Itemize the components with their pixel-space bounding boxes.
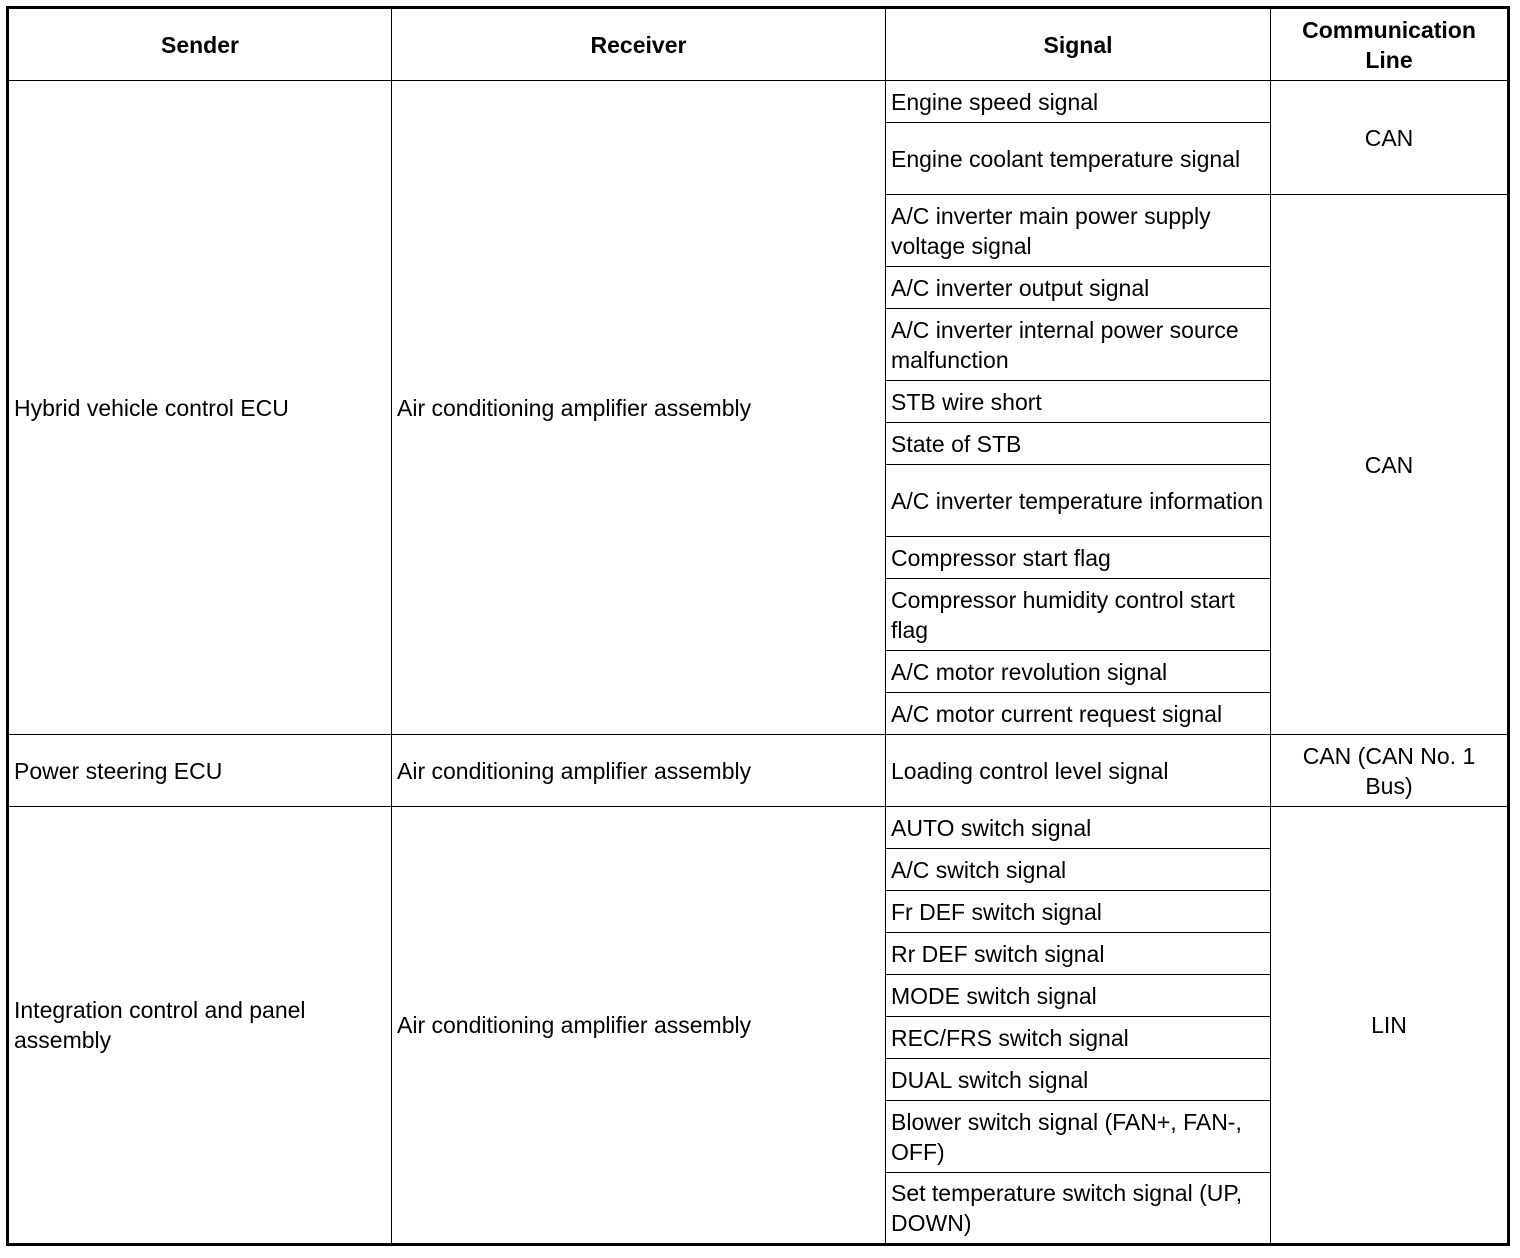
signal-cell: A/C inverter main power supply voltage signal [886,195,1271,267]
signal-cell: Loading control level signal [886,735,1271,807]
signal-cell: Fr DEF switch signal [886,891,1271,933]
header-sender: Sender [8,8,392,81]
table-row [8,807,1509,849]
signal-cell: A/C switch signal [886,849,1271,891]
signal-cell: A/C motor revolution signal [886,651,1271,693]
signal-cell: REC/FRS switch signal [886,1017,1271,1059]
receiver-cell: Air conditioning amplifier assembly [392,735,886,807]
signal-cell: DUAL switch signal [886,1059,1271,1101]
signal-cell: Compressor humidity control start flag [886,579,1271,651]
header-communication-line: Communication Line [1271,8,1509,81]
header-receiver: Receiver [392,8,886,81]
signal-cell: Engine coolant temperature signal [886,123,1271,195]
header-signal: Signal [886,8,1271,81]
signal-cell: MODE switch signal [886,975,1271,1017]
header-row [8,8,1509,81]
signal-cell: Engine speed signal [886,81,1271,123]
signal-cell: AUTO switch signal [886,807,1271,849]
receiver-cell: Air conditioning amplifier assembly [392,81,886,735]
communication-line-cell: CAN [1271,81,1509,195]
signal-cell: A/C inverter output signal [886,267,1271,309]
sender-cell: Hybrid vehicle control ECU [8,81,392,735]
signal-cell: Blower switch signal (FAN+, FAN-, OFF) [886,1101,1271,1173]
signal-cell: A/C inverter temperature information [886,465,1271,537]
signal-cell: State of STB [886,423,1271,465]
signal-cell: Rr DEF switch signal [886,933,1271,975]
communication-line-cell: CAN (CAN No. 1 Bus) [1271,735,1509,807]
communication-line-cell: LIN [1271,807,1509,1245]
sender-cell: Integration control and panel assembly [8,807,392,1245]
signal-cell: A/C motor current request signal [886,693,1271,735]
signal-cell: Compressor start flag [886,537,1271,579]
communication-table [6,6,1510,1246]
sender-cell: Power steering ECU [8,735,392,807]
signal-cell: STB wire short [886,381,1271,423]
table-row [8,735,1509,807]
receiver-cell: Air conditioning amplifier assembly [392,807,886,1245]
communication-line-cell: CAN [1271,195,1509,735]
signal-cell: A/C inverter internal power source malfunction [886,309,1271,381]
signal-cell: Set temperature switch signal (UP, DOWN) [886,1173,1271,1245]
table-row [8,81,1509,123]
